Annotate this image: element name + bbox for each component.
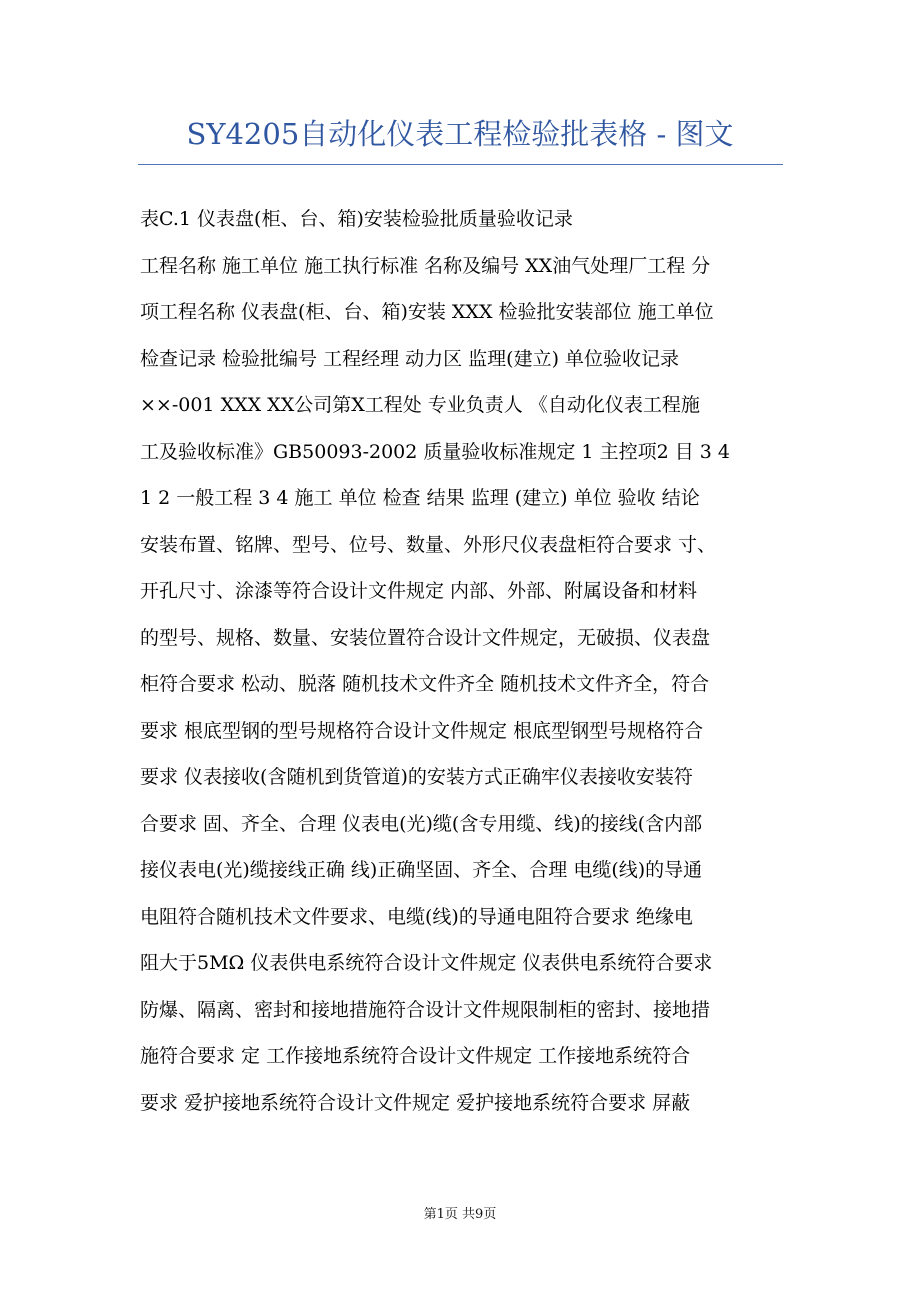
body-line: 表C.1 仪表盘(柜、台、箱)安装检验批质量验收记录 — [140, 208, 573, 230]
body-line: 施符合要求 定 工作接地系统符合设计文件规定 工作接地系统符合 — [140, 1045, 691, 1067]
body-line: 开孔尺寸、涂漆等符合设计文件规定 内部、外部、附属设备和材料 — [140, 580, 698, 602]
body-line: 要求 根底型钢的型号规格符合设计文件规定 根底型钢型号规格符合 — [140, 719, 704, 742]
body-line: 防爆、隔离、密封和接地措施符合设计文件规限制柜的密封、接地措 — [140, 998, 711, 1021]
body-line: 合要求 固、齐全、合理 仪表电(光)缆(含专用缆、线)的接线(含内部 — [140, 812, 703, 835]
body-line: 检查记录 检验批编号 工程经理 动力区 监理(建立) 单位验收记录 — [140, 347, 680, 370]
body-line: 1 2 一般工程 3 4 施工 单位 检查 结果 监理 (建立) 单位 验收 结论 — [140, 487, 700, 509]
body-line: 要求 爱护接地系统符合设计文件规定 爱护接地系统符合要求 屏蔽 — [140, 1091, 691, 1114]
body-line: 安装布置、铭牌、型号、位号、数量、外形尺仪表盘柜符合要求 寸、 — [140, 533, 717, 556]
page-footer: 第1页 共9页 — [423, 1207, 497, 1222]
body-line: 柜符合要求 松动、脱落 随机技术文件齐全 随机技术文件齐全，符合 — [140, 673, 710, 695]
title-underline — [138, 164, 783, 165]
body-line: 工及验收标准》GB50093-2002 质量验收标准规定 1 主控项2 目 3 4 — [140, 440, 730, 463]
document-body — [140, 196, 784, 1126]
body-line: 接仪表电(光)缆接线正确 线)正确坚固、齐全、合理 电缆(线)的导通 — [140, 859, 703, 881]
body-line: 电阻符合随机技术文件要求、电缆(线)的导通电阻符合要求 绝缘电 — [140, 905, 693, 928]
body-line: 工程名称 施工单位 施工执行标准 名称及编号 XX油气处理厂工程 分 — [140, 254, 711, 277]
body-line: 要求 仪表接收(含随机到货管道)的安装方式正确牢仪表接收安装符 — [140, 766, 693, 788]
body-line: 阻大于5MΩ 仪表供电系统符合设计文件规定 仪表供电系统符合要求 — [140, 952, 713, 974]
body-line: ××-001 XXX XX公司第X工程处 专业负责人 《自动化仪表工程施 — [140, 394, 700, 416]
body-line: 项工程名称 仪表盘(柜、台、箱)安装 XXX 检验批安装部位 施工单位 — [140, 301, 714, 323]
body-line: 的型号、规格、数量、安装位置符合设计文件规定，无破损、仪表盘 — [140, 626, 711, 649]
document-title: SY4205自动化仪表工程检验批表格 - 图文 — [186, 117, 734, 151]
